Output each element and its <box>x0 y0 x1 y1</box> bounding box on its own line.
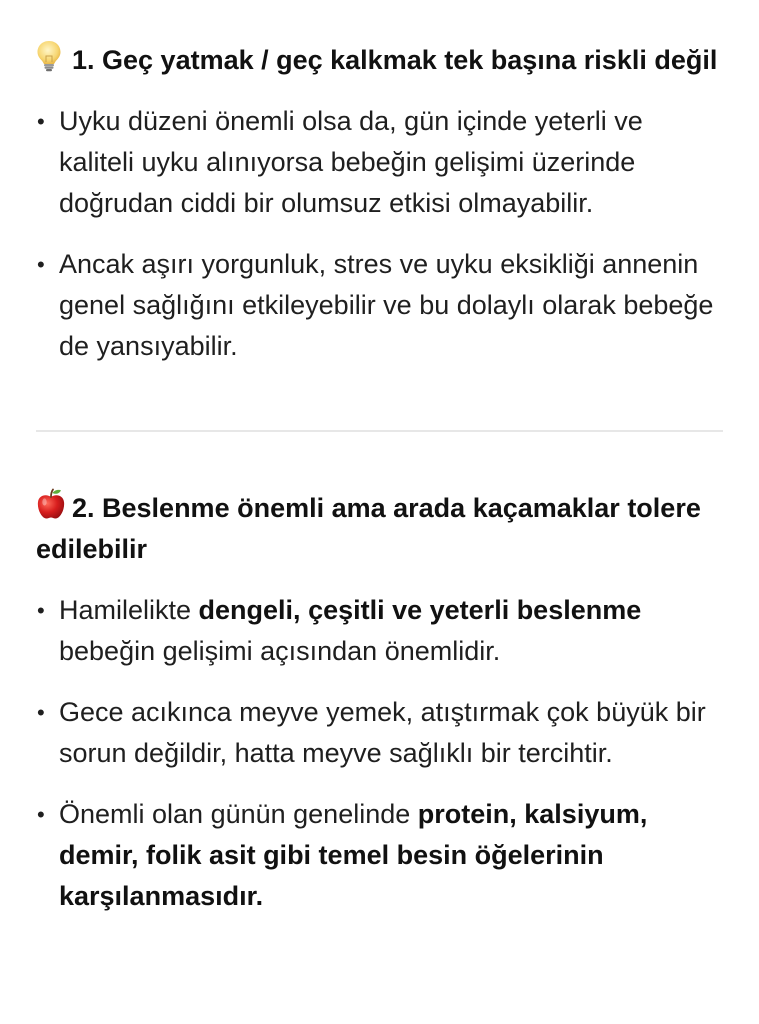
section-heading-text: 2. Beslenme önemli ama arada kaçamaklar tolere edilebilir <box>36 493 701 564</box>
light-bulb-icon <box>36 40 72 72</box>
list-item-text: Hamilelikte <box>59 595 199 625</box>
list-item <box>36 794 723 917</box>
section-heading-nutrition <box>36 488 723 570</box>
list-item-bold-text: protein, kalsiyum, demir, folik asit gibi temel besin öğelerinin karşılanmasıdır. <box>59 799 648 911</box>
bullet-marker: • <box>37 109 45 134</box>
bullet-marker: • <box>37 700 45 725</box>
section-heading-sleep <box>36 40 723 81</box>
red-apple-icon <box>36 488 72 520</box>
bullet-marker: • <box>37 802 45 827</box>
bullet-marker: • <box>37 252 45 277</box>
list-item <box>36 101 723 224</box>
list-item-text: Uyku düzeni önemli olsa da, gün içinde yeterli ve kaliteli uyku alınıyorsa bebeğin gelişimi üzerinde doğrudan ciddi bir olumsuz etkisi olmayabilir. <box>59 106 643 218</box>
list-item <box>36 244 723 367</box>
list-item-text: Ancak aşırı yorgunluk, stres ve uyku eksikliği annenin genel sağlığını etkileyebilir ve bu dolaylı olarak bebeğe de yansıyabilir. <box>59 249 714 361</box>
list-item <box>36 590 723 672</box>
list-item-text: Gece acıkınca meyve yemek, atıştırmak çok büyük bir sorun değildir, hatta meyve sağlıklı bir tercihtir. <box>59 697 706 768</box>
section-divider <box>36 430 723 432</box>
bullet-marker: • <box>37 598 45 623</box>
bullet-list-nutrition <box>36 590 723 917</box>
list-item <box>36 692 723 774</box>
bullet-list-sleep <box>36 101 723 367</box>
list-item-text: bebeğin gelişimi açısından önemlidir. <box>59 636 501 666</box>
list-item-text: Önemli olan günün genelinde <box>59 799 418 829</box>
list-item-bold-text: dengeli, çeşitli ve yeterli beslenme <box>198 595 642 625</box>
section-heading-text: 1. Geç yatmak / geç kalkmak tek başına riskli değil <box>72 45 718 75</box>
